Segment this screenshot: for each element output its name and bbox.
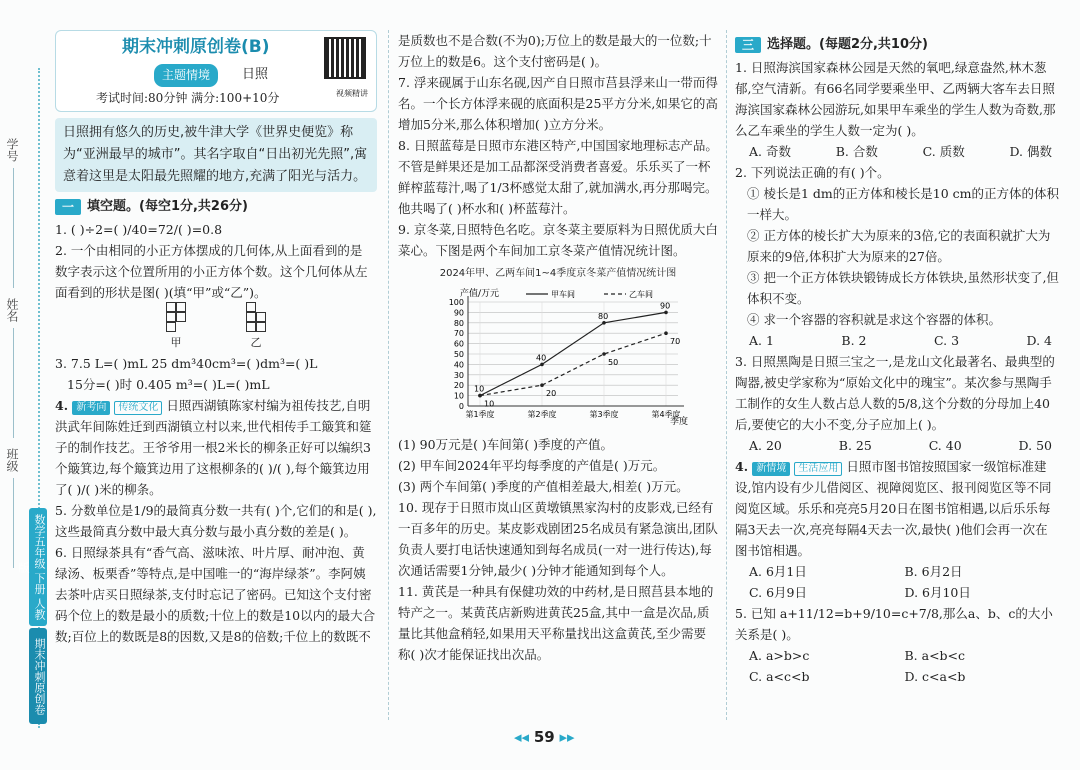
page-number-value: 59 bbox=[533, 728, 555, 746]
question-6: 6. 日照绿茶具有“香气高、滋味浓、叶片厚、耐冲泡、黄绿汤、板栗香”等特点,是中国唯一的“海岸绿茶”。李阿姨去茶叶店买日照绿茶,支付时忘记了密码。已知这个支付密码个位上的数是最小的质数;十位上的数是10以内的最大合数;百位上的数既是8的因数,又是8的倍数;千位上的数既不 bbox=[55, 545, 376, 644]
name-line bbox=[13, 328, 14, 438]
line-chart bbox=[408, 284, 708, 434]
choice-5: 5. 已知 a+11/12=b+9/10=c+7/8,那么a、b、c的大小关系是( )。 bbox=[735, 606, 1053, 642]
choice-1: 1. 日照海滨国家森林公园是天然的氧吧,绿意盎然,林木葱郁,空气清新。有66名同学要乘坐甲、乙两辆大客车去日照海滨国家森林公园游玩,如果甲车乘坐的学生人数为奇数,那么乙车乘坐的学生人数一定为( )。 bbox=[735, 60, 1056, 138]
name-label: 姓名 bbox=[5, 298, 19, 322]
choice-2-option-b[interactable]: B. 2 bbox=[841, 333, 867, 348]
choice-1-option-b[interactable]: B. 合数 bbox=[835, 144, 878, 159]
student-id-line bbox=[13, 168, 14, 288]
chart-data-label: 40 bbox=[536, 353, 547, 363]
question-2-figures bbox=[55, 303, 377, 353]
section-1-heading bbox=[55, 196, 377, 217]
chart-point bbox=[540, 383, 544, 387]
chart-y-tick-label: 20 bbox=[453, 381, 464, 391]
choice-4-text: 日照市图书馆按照国家一级馆标准建设,馆内设有少儿借阅区、视障阅览区、报刊阅览区等不同阅览区域。乐乐和亮亮5月20日在图书馆相遇,以后乐乐每隔3天去一次,亮亮每隔4天去一次,最快( )他们会再一次在图书馆相遇。 bbox=[735, 459, 1052, 558]
choice-5-option-c[interactable]: C. a<c<b bbox=[749, 669, 810, 684]
figure-jia bbox=[166, 298, 186, 353]
question-7: 7. 浮来砚属于山东名砚,因产自日照市莒县浮来山一带而得名。一个长方体浮来砚的底面积是25平方分米,如果它的高增加5分米,那么体积增加( )立方分米。 bbox=[398, 75, 718, 132]
choice-3-option-c[interactable]: C. 40 bbox=[928, 438, 962, 453]
question-4-text: 日照西湖镇陈家村编为祖传技艺,自明洪武年间陈姓迁到西湖镇立村以来,世代相传手工簸箕和筵子的制作技艺。王爷爷用一根2米长的柳条正好可以编织3个簸箕边,每个簸箕边用了这根柳条的( )/( ),每个簸箕边用了( )/( )米的柳条。 bbox=[55, 398, 372, 497]
exam-meta: 考试时间:80分钟 满分:100+10分 bbox=[96, 91, 280, 105]
chart-y-tick-label: 30 bbox=[453, 370, 464, 380]
chart-point bbox=[602, 352, 606, 356]
series-spine: 期末冲刺原创卷 bbox=[29, 628, 47, 724]
choice-3-option-d[interactable]: D. 50 bbox=[1018, 438, 1052, 453]
grade-spine: 数学五年级 下册 人教版 bbox=[29, 508, 47, 626]
column-2 bbox=[398, 30, 718, 665]
column-1 bbox=[55, 30, 377, 647]
column-divider-1 bbox=[388, 30, 389, 720]
chart-y-tick-label: 10 bbox=[453, 391, 464, 401]
choice-1-option-a[interactable]: A. 奇数 bbox=[749, 144, 791, 159]
choice-4-option-d[interactable]: D. 6月10日 bbox=[904, 585, 971, 600]
chart-y-tick-label: 70 bbox=[453, 329, 464, 339]
choice-4-option-a[interactable]: A. 6月1日 bbox=[749, 564, 807, 579]
chart-x-tick-label: 第2季度 bbox=[527, 410, 557, 419]
question-8: 8. 日照蓝莓是日照市东港区特产,中国国家地理标志产品。不管是鲜果还是加工品都深受消费者喜爱。乐乐买了一杯鲜榨蓝莓汁,喝了1/3杯感觉太甜了,就加满水,再分那喝完。他共喝了( )杯水和( )杯蓝莓汁。 bbox=[398, 138, 718, 216]
student-id-label: 学号 bbox=[5, 138, 19, 162]
figure-yi-label: 乙 bbox=[250, 336, 262, 349]
class-label: 班级 bbox=[5, 448, 19, 472]
chart-y-tick-label: 60 bbox=[453, 339, 464, 349]
choice-2-statement-3: ③ 把一个正方体铁块锻铸成长方体铁块,虽然形状变了,但体积不变。 bbox=[747, 270, 1059, 306]
question-4-badge2: 传统文化 bbox=[114, 401, 162, 415]
chart-y-tick-label: 90 bbox=[453, 308, 464, 318]
choice-4-option-b[interactable]: B. 6月2日 bbox=[904, 564, 963, 579]
choice-2-statement-1: ① 棱长是1 dm的正方体和棱长是10 cm的正方体的体积一样大。 bbox=[747, 186, 1059, 222]
qr-code-icon[interactable] bbox=[324, 37, 366, 79]
chart-data-label: 70 bbox=[670, 337, 681, 347]
choice-4-badge: 新情境 bbox=[752, 462, 790, 476]
exam-header bbox=[55, 30, 377, 112]
intro-text: 日照拥有悠久的历史,被牛津大学《世界史便览》称为“亚洲最早的城市”。其名字取自“日出初光先照”,寓意着这里是太阳最先照耀的地方,充满了阳光与活力。 bbox=[55, 118, 377, 192]
chart-data-label: 90 bbox=[660, 301, 671, 311]
exam-title: 期末冲刺原创卷(B) bbox=[122, 37, 270, 57]
chart-y-tick-label: 50 bbox=[453, 350, 464, 359]
chart-y-tick-label: 80 bbox=[453, 318, 464, 328]
choice-4-option-c[interactable]: C. 6月9日 bbox=[749, 585, 807, 600]
question-6-continued: 是质数也不是合数(不为0);万位上的数是最大的一位数;十万位上的数是6。这个支付密码是( )。 bbox=[398, 33, 712, 69]
choice-1-option-c[interactable]: C. 质数 bbox=[922, 144, 965, 159]
choice-3: 3. 日照黑陶是日照三宝之一,是龙山文化最著名、最典型的陶器,被史学家称为“原始文化中的瑰宝”。某次参与黑陶手工制作的女生人数占总人数的5/8,这个分数的分母加上40后,要使它的大小不变,分子应加上( )。 bbox=[735, 354, 1055, 432]
question-9: 9. 京冬菜,日照特色名吃。京冬菜主要原料为日照优质大白菜心。下图是两个车间加工京冬菜产值情况统计图。 bbox=[398, 222, 718, 258]
page-number: ◂◂ 59 ▸▸ bbox=[514, 728, 575, 746]
question-10: 10. 现存于日照市岚山区黄墩镇黑家沟村的皮影戏,已经有一百多年的历史。某皮影戏剧团25名成员有紧急演出,团队负责人要打电话快速通知到每名成员(一对一进行传达),每次通话需要1分钟,最少( )分钟才能通知到每个人。 bbox=[398, 500, 718, 578]
figure-yi bbox=[246, 298, 266, 353]
question-4-badge: 新考向 bbox=[72, 401, 110, 415]
question-2-body: 数字表示这个位置所用的小正方体个数。这个几何体从左面看到的形状是图( )(填“甲”或“乙”)。 bbox=[55, 264, 368, 300]
chart-point bbox=[602, 321, 606, 325]
chart-x-tick-label: 第4季度 bbox=[651, 410, 681, 419]
theme-city: 日照 bbox=[242, 67, 269, 82]
question-4: 4. 新考向 传统文化 日照西湖镇陈家村编为祖传技艺,自明洪武年间陈姓迁到西湖镇立村以来,世代相传手工簸箕和筵子的制作技艺。王爷爷用一根2米长的柳条正好可以编织3个簸箕边,每个簸箕边用了这根柳条的( )/( ),每个簸箕边用了( )/( )米的柳条。 bbox=[55, 398, 372, 497]
chart-x-label: 季度 bbox=[670, 417, 689, 427]
chart-y-tick-label: 100 bbox=[448, 298, 464, 307]
choice-2-option-d[interactable]: D. 4 bbox=[1026, 333, 1052, 348]
chart-point bbox=[478, 394, 482, 398]
choice-5-options bbox=[735, 645, 1060, 687]
section-1-title: 填空题。(每空1分,共26分) bbox=[87, 199, 248, 214]
question-9-part2: (2) 甲车间2024年平均每季度的产值是( )万元。 bbox=[398, 458, 666, 473]
choice-4: 4. 新情境 生活应用 日照市图书馆按照国家一级馆标准建设,馆内设有少儿借阅区、视障阅览区、报刊阅览区等不同阅览区域。乐乐和亮亮5月20日在图书馆相遇,以后乐乐每隔3天去一次,亮亮每隔4天去一次,最快( )他们会再一次在图书馆相遇。 bbox=[735, 459, 1052, 558]
column-divider-2 bbox=[726, 30, 727, 720]
question-1: 1. ( )÷2=( )/40=72/( )=0.8 bbox=[55, 222, 223, 237]
choice-3-options bbox=[735, 435, 1060, 456]
binding-margin bbox=[0, 28, 48, 728]
chart-data-label: 20 bbox=[546, 389, 557, 399]
figure-jia-label: 甲 bbox=[170, 336, 182, 349]
choice-5-option-a[interactable]: A. a>b>c bbox=[749, 648, 810, 663]
chart-legend-label: 乙车间 bbox=[629, 290, 653, 299]
theme-tag: 主题情境 bbox=[154, 64, 218, 87]
chart-title: 2024年甲、乙两车间1~4季度京冬菜产值情况统计图 bbox=[439, 268, 677, 279]
section-3-number: 三 bbox=[735, 37, 761, 53]
choice-2: 2. 下列说法正确的有( )个。 bbox=[735, 165, 890, 180]
choice-1-option-d[interactable]: D. 偶数 bbox=[1009, 144, 1052, 159]
question-5: 5. 分数单位是1/9的最简真分数一共有( )个,它们的和是( ),这些最简真分数中最大真分数与最小真分数的差是( )。 bbox=[55, 503, 377, 539]
choice-1-options bbox=[735, 141, 1060, 162]
chart-data-label: 50 bbox=[608, 358, 619, 367]
chart-x-tick-label: 第3季度 bbox=[589, 410, 619, 419]
chart-y-label: 产值/万元 bbox=[460, 289, 500, 299]
choice-4-badge2: 生活应用 bbox=[794, 462, 842, 476]
class-line bbox=[13, 478, 14, 568]
chart-x-tick-label: 第1季度 bbox=[465, 410, 495, 419]
section-1-number: 一 bbox=[55, 199, 81, 215]
choice-2-option-a[interactable]: A. 1 bbox=[749, 333, 774, 348]
chart-y-tick-label: 40 bbox=[453, 360, 464, 370]
choice-2-options bbox=[735, 330, 1060, 351]
chart-legend-label: 甲车间 bbox=[551, 290, 575, 299]
choice-4-options bbox=[735, 561, 1060, 603]
choice-2-option-c[interactable]: C. 3 bbox=[934, 333, 960, 348]
question-3-line2: 15分=( )时 0.405 m³=( )L=( )mL bbox=[67, 377, 270, 392]
chart-data-label: 10 bbox=[474, 384, 485, 394]
chart-point bbox=[664, 331, 668, 335]
choice-5-option-d[interactable]: D. c<a<b bbox=[904, 669, 966, 684]
choice-2-statement-2: ② 正方体的棱长扩大为原来的3倍,它的表面积就扩大为原来的9倍,体积扩大为原来的27倍。 bbox=[747, 228, 1051, 264]
choice-3-option-a[interactable]: A. 20 bbox=[749, 438, 782, 453]
question-11: 11. 黄芪是一种具有保健功效的中药材,是日照莒县本地的特产之一。某黄芪店新购进黄芪25盒,其中一盒是次品,质量比其他盒稍轻,如果用天平称量找出这盒黄芪,至少需要称( )次才能保证找出次品。 bbox=[398, 584, 714, 662]
chart-point bbox=[540, 363, 544, 367]
question-3-line1: 3. 7.5 L=( )mL 25 dm³40cm³=( )dm³=( )L bbox=[55, 356, 318, 371]
choice-3-option-b[interactable]: B. 25 bbox=[838, 438, 872, 453]
choice-2-statement-4: ④ 求一个容器的容积就是求这个容器的体积。 bbox=[747, 312, 1001, 327]
chart-point bbox=[664, 311, 668, 315]
chart-data-label: 10 bbox=[484, 399, 495, 409]
column-3 bbox=[735, 30, 1060, 687]
section-3-title: 选择题。(每题2分,共10分) bbox=[767, 37, 928, 52]
chart-data-label: 80 bbox=[598, 311, 609, 321]
qr-label: 视频精讲 bbox=[336, 89, 368, 98]
question-2-intro: 2. 一个由相同的小正方体摆成的几何体,从上面看到的是 bbox=[55, 243, 363, 258]
chart-y-tick-label: 0 bbox=[458, 402, 464, 411]
section-3-heading bbox=[735, 34, 1060, 55]
question-9-part1: (1) 90万元是( )车间第( )季度的产值。 bbox=[398, 437, 614, 452]
choice-5-option-b[interactable]: B. a<b<c bbox=[904, 648, 966, 663]
question-9-part3: (3) 两个车间第( )季度的产值相差最大,相差( )万元。 bbox=[398, 479, 689, 494]
